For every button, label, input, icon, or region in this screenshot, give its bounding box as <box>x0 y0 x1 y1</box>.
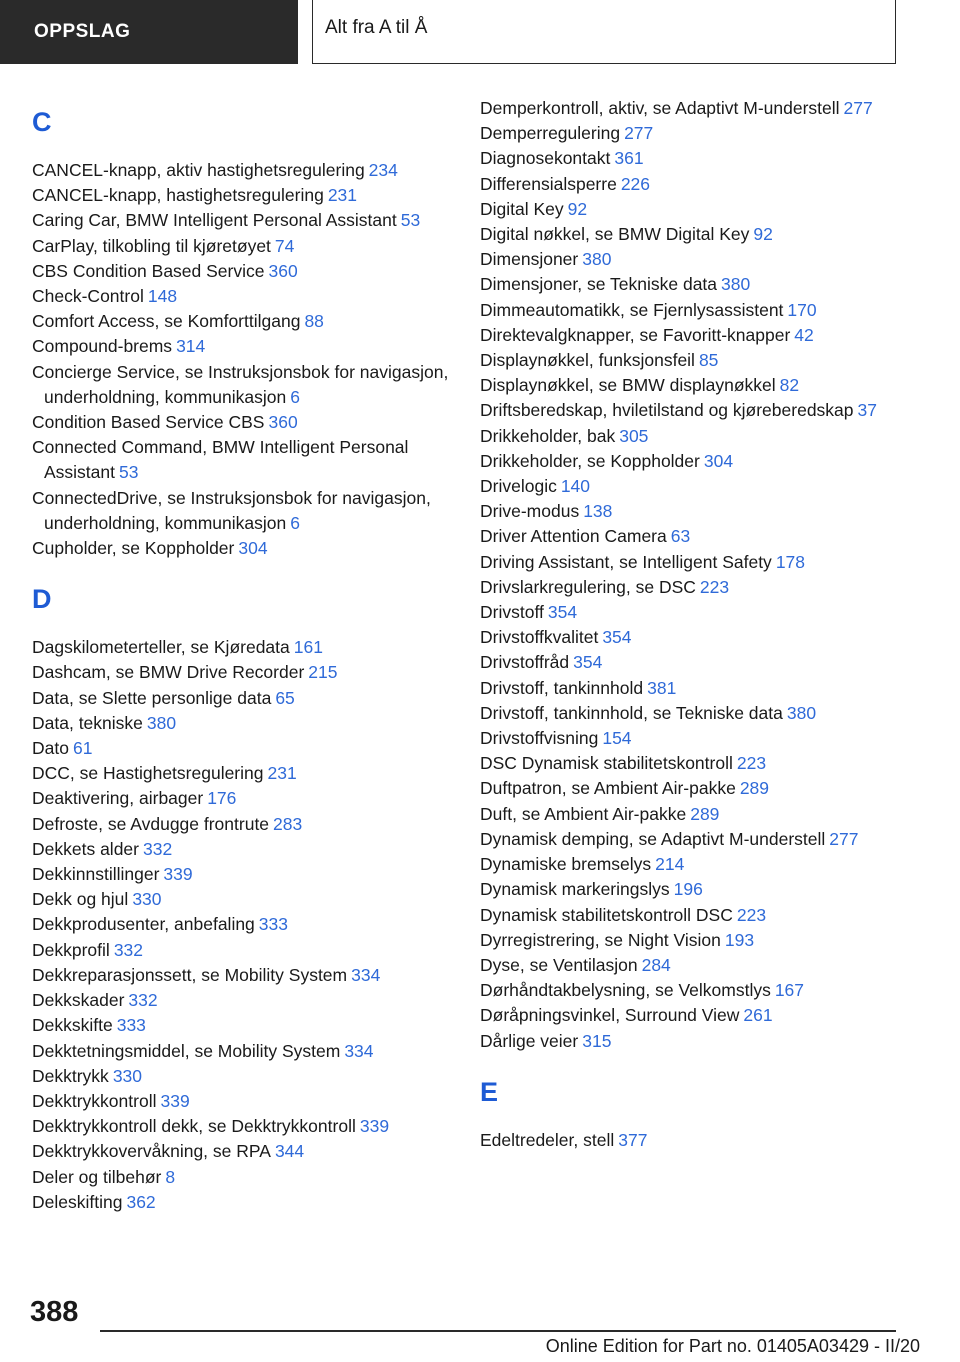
index-entry <box>32 686 452 711</box>
index-entry <box>480 625 920 650</box>
index-entry <box>32 761 452 786</box>
entry-text: Driftsberedskap, hviletilstand og kjøreberedskap <box>480 400 854 421</box>
entry-text: Driving Assistant, se Intelligent Safety <box>480 551 772 572</box>
page-link[interactable]: 332 <box>113 939 144 960</box>
page-link[interactable]: 315 <box>582 1030 612 1051</box>
index-entry <box>32 1089 452 1114</box>
page-link[interactable]: 196 <box>673 879 703 900</box>
index-entry <box>480 499 920 524</box>
index-entry <box>480 449 920 474</box>
entry-text: Differensialsperre <box>480 173 617 194</box>
entry-text: Demperregulering <box>480 123 621 144</box>
page-link[interactable]: 61 <box>72 738 93 759</box>
index-entry <box>32 1190 452 1215</box>
page-link[interactable]: 362 <box>126 1191 156 1212</box>
index-entry <box>32 988 452 1013</box>
entry-text: Condition Based Service CBS <box>32 412 265 433</box>
page-link[interactable]: 214 <box>655 854 685 875</box>
index-entry <box>480 852 920 877</box>
entry-text: Dimmeautomatikk, se Fjernlysassistent <box>480 299 784 320</box>
index-entry <box>32 1013 452 1038</box>
index-entry <box>32 234 452 259</box>
page-link[interactable]: 380 <box>582 249 612 270</box>
index-entry <box>32 1139 452 1164</box>
index-entry <box>480 1003 920 1028</box>
page-link[interactable]: 138 <box>583 501 613 522</box>
entry-text: Dynamisk demping, se Adaptivt M-understell <box>480 828 826 849</box>
page-link[interactable]: 334 <box>351 964 381 985</box>
index-entry <box>480 650 920 675</box>
page-link[interactable]: 178 <box>775 551 806 572</box>
entry-text: Drive-modus <box>480 501 580 522</box>
entry-text: Dashcam, se BMW Drive Recorder <box>32 662 305 683</box>
entry-text: Drivstoff <box>480 602 544 623</box>
index-entry <box>480 298 920 323</box>
letter-heading: E <box>480 1076 499 1107</box>
index-entry <box>480 550 920 575</box>
entry-text: Dårlige veier <box>480 1030 579 1051</box>
page-link[interactable]: 330 <box>132 889 162 910</box>
entry-text: Deaktivering, airbager <box>32 788 204 809</box>
index-entry <box>480 96 920 121</box>
index-entry <box>480 978 920 1003</box>
index-entry <box>480 827 920 852</box>
entry-text: Drivstoffråd <box>480 652 570 673</box>
entry-text: Dekktrykk <box>32 1065 109 1086</box>
page-link[interactable]: 333 <box>258 914 288 935</box>
index-entry <box>480 474 920 499</box>
page-link[interactable]: 380 <box>146 712 177 733</box>
entry-text: Check-Control <box>32 286 144 307</box>
page-link[interactable]: 289 <box>690 803 720 824</box>
entry-text: Dynamisk stabilitetskontroll DSC <box>480 904 733 925</box>
entry-text: Dekktrykkovervåkning, se RPA <box>32 1141 271 1162</box>
entry-text: Deleskifting <box>32 1191 123 1212</box>
index-entry <box>480 575 920 600</box>
entry-text: Dørhåndtakbelysning, se Velkomstlys <box>480 980 771 1001</box>
letter-heading: D <box>32 584 52 615</box>
entry-text: Drivstoff, tankinnhold, se Tekniske data <box>480 702 783 723</box>
index-entry <box>32 1165 452 1190</box>
page-link[interactable]: 53 <box>119 462 139 483</box>
entry-text: Døråpningsvinkel, Surround View <box>480 1005 740 1026</box>
entry-text: Comfort Access, se Komforttilgang <box>32 311 301 332</box>
page-link[interactable]: 332 <box>143 838 173 859</box>
page-link[interactable]: 377 <box>618 1129 648 1150</box>
index-entry <box>480 751 920 776</box>
page-link[interactable]: 361 <box>614 148 644 169</box>
index-entry <box>480 424 920 449</box>
entry-text: Dynamiske bremselys <box>480 854 652 875</box>
index-entry <box>480 398 920 423</box>
index-entry <box>32 334 452 359</box>
entry-text: Duft, se Ambient Air-pakke <box>480 803 687 824</box>
entry-text: DSC Dynamisk stabilitetskontroll <box>480 753 733 774</box>
entry-text: Dekkets alder <box>32 838 139 859</box>
page-link[interactable]: 148 <box>147 286 178 307</box>
page-link[interactable]: 65 <box>275 687 295 708</box>
page-link[interactable]: 37 <box>857 400 877 421</box>
entry-text: Drivstoffkvalitet <box>480 627 599 648</box>
index-entry <box>32 410 452 435</box>
page-link[interactable]: 339 <box>163 864 193 885</box>
entry-text: Digital Key <box>480 198 564 219</box>
page-link[interactable]: 6 <box>290 512 300 533</box>
index-entry <box>480 524 920 549</box>
page-link[interactable]: 360 <box>268 412 298 433</box>
entry-text: Dekktetningsmiddel, se Mobility System <box>32 1040 341 1061</box>
chapter-header <box>312 0 896 64</box>
index-entry <box>480 222 920 247</box>
index-entry <box>32 284 452 309</box>
page-link[interactable]: 74 <box>274 235 295 256</box>
index-entry <box>32 1064 452 1089</box>
page-link[interactable]: 304 <box>238 538 268 559</box>
page-link[interactable]: 339 <box>359 1116 390 1137</box>
index-entry <box>480 953 920 978</box>
page-link[interactable]: 53 <box>400 210 421 231</box>
entry-text: Dimensjoner <box>480 249 579 270</box>
index-entry <box>32 208 452 233</box>
index-entry <box>480 323 920 348</box>
entry-text: Concierge Service, se Instruksjonsbok for navigasjon, underholdning, kommunikasjon <box>32 361 449 407</box>
index-entry <box>32 938 452 963</box>
entry-text: Dyse, se Ventilasjon <box>480 954 638 975</box>
index-entry <box>480 172 920 197</box>
letter-heading: C <box>32 107 52 137</box>
entry-text: Displaynøkkel, funksjonsfeil <box>480 350 695 371</box>
index-entry <box>32 259 452 284</box>
index-entry <box>32 536 452 561</box>
entry-text: ConnectedDrive, se Instruksjonsbok for navigasjon, underholdning, kommunikasjon <box>32 487 431 533</box>
page-link[interactable]: 305 <box>619 425 649 446</box>
entry-text: Duftpatron, se Ambient Air-pakke <box>480 778 736 799</box>
page-link[interactable]: 170 <box>787 299 817 320</box>
entry-text: Dekkinnstillinger <box>32 864 160 885</box>
index-entry <box>480 600 920 625</box>
footer-divider <box>100 1330 896 1332</box>
page-number: 388 <box>30 1296 79 1328</box>
page-link[interactable]: 85 <box>698 350 719 371</box>
page-link[interactable]: 92 <box>567 198 588 219</box>
entry-text: Dagskilometerteller, se Kjøredata <box>32 637 290 658</box>
page-link[interactable]: 231 <box>327 185 358 206</box>
page-link[interactable]: 234 <box>368 160 398 180</box>
index-entry <box>32 786 452 811</box>
index-entry <box>480 373 920 398</box>
page-link[interactable]: 161 <box>293 637 323 658</box>
section-label: OPPSLAG <box>34 21 131 42</box>
index-entry <box>32 360 452 410</box>
page-link[interactable]: 261 <box>743 1005 773 1026</box>
page-link[interactable]: 42 <box>794 324 814 345</box>
index-entry <box>32 435 452 485</box>
entry-text: Direktevalgknapper, se Favoritt-knapper <box>480 324 791 345</box>
page-link[interactable]: 380 <box>721 274 751 295</box>
index-entry <box>32 963 452 988</box>
edition-footer: Online Edition for Part no. 01405A03429 - II/20 <box>545 1336 920 1356</box>
page-link[interactable]: 344 <box>274 1141 305 1162</box>
index-entry <box>480 146 920 171</box>
index-column-right <box>480 96 920 1153</box>
page-link[interactable]: 176 <box>207 788 237 809</box>
entry-text: Displaynøkkel, se BMW displaynøkkel <box>480 375 776 396</box>
index-entry <box>32 837 452 862</box>
page-link[interactable]: 360 <box>268 260 298 281</box>
entry-text: Drivelogic <box>480 476 557 497</box>
index-entry <box>32 887 452 912</box>
entry-text: Drikkeholder, bak <box>480 425 616 446</box>
index-entry <box>32 862 452 887</box>
page-link[interactable]: 381 <box>647 677 677 698</box>
page-link[interactable]: 332 <box>128 990 158 1011</box>
entry-text: Dynamisk markeringslys <box>480 879 670 900</box>
page-link[interactable]: 289 <box>739 778 770 799</box>
index-entry <box>480 247 920 272</box>
entry-text: CarPlay, tilkobling til kjøretøyet <box>32 235 271 256</box>
index-entry <box>32 736 452 761</box>
index-entry <box>32 912 452 937</box>
page-link[interactable]: 354 <box>547 602 578 623</box>
page-link[interactable]: 330 <box>112 1065 143 1086</box>
entry-text: Drivstoff, tankinnhold <box>480 677 644 698</box>
entry-text: Defroste, se Avdugge frontrute <box>32 813 270 834</box>
index-entry <box>32 158 452 183</box>
index-entry <box>32 635 452 660</box>
index-entry <box>32 183 452 208</box>
entry-text: Compound-brems <box>32 336 173 357</box>
page-link[interactable]: 82 <box>779 375 800 396</box>
entry-text: DCC, se Hastighetsregulering <box>32 763 264 784</box>
page-link[interactable]: 354 <box>602 627 632 648</box>
index-entry <box>480 1029 920 1054</box>
page-link[interactable]: 277 <box>843 98 873 118</box>
page-link[interactable]: 140 <box>560 476 591 497</box>
index-entry <box>480 903 920 928</box>
page-link[interactable]: 380 <box>786 702 817 723</box>
index-entry <box>480 802 920 827</box>
page-link[interactable]: 284 <box>641 954 671 975</box>
page-link[interactable]: 304 <box>703 450 734 471</box>
index-entry <box>480 877 920 902</box>
page-link[interactable]: 334 <box>344 1040 374 1061</box>
entry-text: Dekk og hjul <box>32 889 129 910</box>
page-link[interactable]: 339 <box>160 1090 190 1111</box>
page-link[interactable]: 223 <box>736 753 767 774</box>
entry-text: CBS Condition Based Service <box>32 260 265 281</box>
entry-text: Dekkprodusenter, anbefaling <box>32 914 255 935</box>
entry-text: Data, tekniske <box>32 712 143 733</box>
chapter-title: Alt fra A til Å <box>325 16 428 38</box>
page-link[interactable]: 215 <box>308 662 338 683</box>
page-link[interactable]: 167 <box>774 980 805 1001</box>
page-link[interactable]: 223 <box>736 904 767 925</box>
index-entry <box>32 1039 452 1064</box>
index-entry <box>480 676 920 701</box>
page-link[interactable]: 283 <box>273 813 303 834</box>
page-link[interactable]: 8 <box>165 1166 176 1187</box>
entry-text: Dekkskader <box>32 990 125 1011</box>
index-entry <box>480 348 920 373</box>
entry-text: Dekkreparasjonssett, se Mobility System <box>32 964 348 985</box>
page-link[interactable]: 223 <box>699 576 730 597</box>
entry-text: CANCEL-knapp, aktiv hastighetsregulering <box>32 160 365 180</box>
index-entry <box>480 726 920 751</box>
page-link[interactable]: 193 <box>724 929 755 950</box>
entry-text: Caring Car, BMW Intelligent Personal Assistant <box>32 210 397 231</box>
page-link[interactable]: 354 <box>573 652 603 673</box>
entry-text: Data, se Slette personlige data <box>32 687 272 708</box>
entry-text: Drivslarkregulering, se DSC <box>480 576 696 597</box>
index-entry <box>480 272 920 297</box>
page-link[interactable]: 88 <box>304 311 324 332</box>
index-entry <box>32 1114 452 1139</box>
entry-text: Demperkontroll, aktiv, se Adaptivt M-understell <box>480 98 840 118</box>
index-entry <box>480 701 920 726</box>
entry-text: Connected Command, BMW Intelligent Personal Assistant <box>32 437 409 483</box>
page-link[interactable]: 92 <box>753 224 773 245</box>
entry-text: Digital nøkkel, se BMW Digital Key <box>480 224 750 245</box>
page-link[interactable]: 277 <box>829 828 859 849</box>
index-entry <box>480 776 920 801</box>
page-link[interactable]: 226 <box>620 173 651 194</box>
page-link[interactable]: 231 <box>267 763 297 784</box>
index-entry <box>480 197 920 222</box>
entry-text: Dyrregistrering, se Night Vision <box>480 929 721 950</box>
entry-text: Dato <box>32 738 69 759</box>
index-entry <box>32 660 452 685</box>
index-entry <box>32 812 452 837</box>
index-entry <box>480 121 920 146</box>
entry-text: CANCEL-knapp, hastighetsregulering <box>32 185 324 206</box>
page-link[interactable]: 6 <box>290 386 300 407</box>
page-link[interactable]: 154 <box>602 728 632 749</box>
page-link[interactable]: 314 <box>176 336 206 357</box>
entry-text: Dekktrykkontroll <box>32 1090 157 1111</box>
index-entry <box>480 1128 920 1153</box>
entry-text: Diagnosekontakt <box>480 148 611 169</box>
entry-text: Dekkprofil <box>32 939 110 960</box>
entry-text: Dimensjoner, se Tekniske data <box>480 274 718 295</box>
entry-text: Dekkskifte <box>32 1015 113 1036</box>
page-link[interactable]: 63 <box>670 526 691 547</box>
index-entry <box>32 486 452 536</box>
entry-text: Dekktrykkontroll dekk, se Dekktrykkontroll <box>32 1116 356 1137</box>
index-entry <box>480 928 920 953</box>
section-tab <box>0 0 298 64</box>
page-link[interactable]: 277 <box>624 123 654 144</box>
index-column-left <box>32 96 452 1215</box>
entry-text: Edeltredeler, stell <box>480 1129 615 1150</box>
entry-text: Deler og tilbehør <box>32 1166 162 1187</box>
entry-text: Drivstoffvisning <box>480 728 599 749</box>
index-entry <box>32 711 452 736</box>
index-entry <box>32 309 452 334</box>
entry-text: Cupholder, se Koppholder <box>32 538 235 559</box>
entry-text: Drikkeholder, se Koppholder <box>480 450 700 471</box>
entry-text: Driver Attention Camera <box>480 526 667 547</box>
page-link[interactable]: 333 <box>116 1015 146 1036</box>
